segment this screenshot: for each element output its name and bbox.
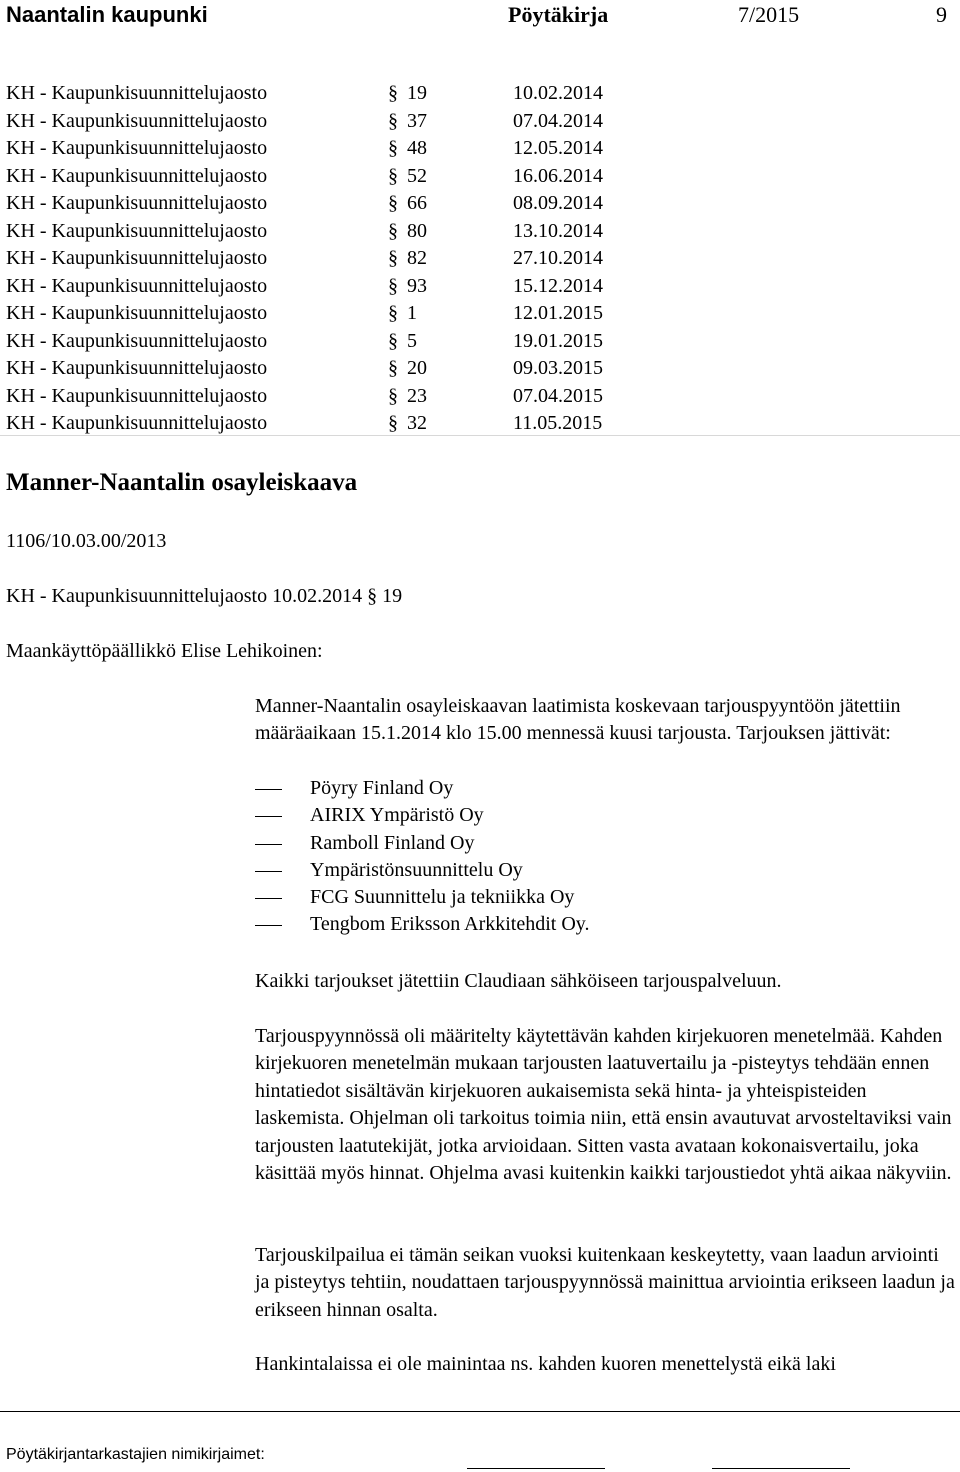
meeting-date: 07.04.2014 <box>513 109 603 132</box>
paragraph: Kaikki tarjoukset jätettiin Claudiaan sähköiseen tarjouspalveluun. <box>255 970 782 992</box>
dash-bullet-icon <box>255 871 282 872</box>
dash-bullet-icon <box>255 898 282 899</box>
meeting-date: 09.03.2015 <box>513 357 603 379</box>
section-sign: § <box>388 247 398 269</box>
meeting-row <box>6 80 706 107</box>
section-number: 5 <box>407 329 417 352</box>
section-number: 48 <box>407 137 427 159</box>
footer-divider <box>0 1411 960 1412</box>
meeting-body: KH - Kaupunkisuunnittelujaosto <box>6 137 268 159</box>
section-number: 1 <box>407 302 417 324</box>
bidder-name: AIRIX Ympäristö Oy <box>310 804 484 827</box>
section-number: 66 <box>407 192 427 214</box>
section-number: 19 <box>407 82 427 104</box>
city-name: Naantalin kaupunki <box>6 2 208 27</box>
meeting-row <box>6 190 706 217</box>
meeting-date: 08.09.2014 <box>513 192 603 214</box>
section-sign: § <box>388 329 398 352</box>
section-sign: § <box>388 357 398 379</box>
dash-bullet-icon <box>255 789 282 790</box>
meeting-row <box>6 355 706 382</box>
bidder-name: FCG Suunnittelu ja tekniikka Oy <box>310 886 575 909</box>
document-type: Pöytäkirja <box>508 2 609 27</box>
meeting-date: 15.12.2014 <box>513 274 603 297</box>
signature-line <box>712 1468 850 1469</box>
bidder-name: Pöyry Finland Oy <box>310 777 454 799</box>
meeting-date: 27.10.2014 <box>513 247 603 269</box>
meeting-date: 07.04.2015 <box>513 384 603 407</box>
section-number: 52 <box>407 164 427 187</box>
section-number: 20 <box>407 357 427 379</box>
footer-label: Pöytäkirjantarkastajien nimikirjaimet: <box>6 1446 265 1463</box>
meeting-body: KH - Kaupunkisuunnittelujaosto <box>6 164 268 187</box>
section-heading: Manner-Naantalin osayleiskaava <box>6 469 358 496</box>
record-id: 1106/10.03.00/2013 <box>6 530 167 552</box>
meeting-date: 16.06.2014 <box>513 164 603 187</box>
document-number: 7/2015 <box>738 2 800 27</box>
dash-bullet-icon <box>255 844 282 845</box>
meeting-body: KH - Kaupunkisuunnittelujaosto <box>6 412 268 434</box>
dash-bullet-icon <box>255 925 282 926</box>
meeting-body: KH - Kaupunkisuunnittelujaosto <box>6 357 268 379</box>
section-number: 23 <box>407 384 427 407</box>
paragraph: Hankintalaissa ei ole mainintaa ns. kahden kuoren menettelystä eikä laki <box>255 1353 836 1375</box>
meeting-body: KH - Kaupunkisuunnittelujaosto <box>6 82 268 104</box>
divider <box>0 435 960 436</box>
meeting-row <box>6 135 706 162</box>
bidder-name: Tengbom Eriksson Arkkitehdit Oy. <box>310 913 590 936</box>
meeting-reference: KH - Kaupunkisuunnittelujaosto 10.02.2014 § 19 <box>6 585 403 607</box>
meeting-body: KH - Kaupunkisuunnittelujaosto <box>6 329 268 352</box>
meeting-date: 19.01.2015 <box>513 329 603 352</box>
section-sign: § <box>388 137 398 159</box>
meeting-row <box>6 163 706 190</box>
section-sign: § <box>388 384 398 407</box>
section-sign: § <box>388 82 398 104</box>
presenter: Maankäyttöpäällikkö Elise Lehikoinen: <box>6 640 323 662</box>
section-sign: § <box>388 412 398 434</box>
intro-paragraph: Manner-Naantalin osayleiskaavan laatimista koskevaan tarjouspyyntöön jätettiin määräaikaan 15.1.2014 klo 15.00 mennessä kuusi tarjousta. Tarjouksen jättivät: <box>255 695 901 745</box>
meeting-body: KH - Kaupunkisuunnittelujaosto <box>6 192 268 214</box>
meeting-date: 13.10.2014 <box>513 219 603 242</box>
meeting-date: 12.05.2014 <box>513 137 603 159</box>
meeting-body: KH - Kaupunkisuunnittelujaosto <box>6 219 268 242</box>
page-number: 9 <box>936 2 947 27</box>
section-sign: § <box>388 219 398 242</box>
meeting-date: 12.01.2015 <box>513 302 603 324</box>
bidder-name: Ympäristönsuunnittelu Oy <box>310 858 523 881</box>
meeting-row <box>6 108 706 135</box>
meeting-row <box>6 328 706 355</box>
section-number: 93 <box>407 274 427 297</box>
paragraph: Tarjouspyynnössä oli määritelty käytettävän kahden kirjekuoren menetelmää. Kahden kirjekuoren menetelmän mukaan tarjousten laatuvertailu ja -pisteytys tehdään ennen hintatiedot sisältävän kirjekuoren aukaisemista sekä hinta- ja yhteispisteiden laskemista. Ohjelman oli tarkoitus toimia niin, että ensin avautuvat arvosteltaviksi vain tarjousten laatutekijät, jotka arvioidaan. Sitten vasta avataan kokonaisvertailu, joka käsittää myös hinnat. Ohjelma avasi kuitenkin kaikki tarjoustiedot yhtä aikaa näkyviin. <box>255 1025 952 1185</box>
meeting-row <box>6 300 706 327</box>
meeting-row <box>6 245 706 272</box>
meeting-body: KH - Kaupunkisuunnittelujaosto <box>6 274 268 297</box>
bidder-name: Ramboll Finland Oy <box>310 831 475 854</box>
meeting-body: KH - Kaupunkisuunnittelujaosto <box>6 247 268 269</box>
meeting-row <box>6 218 706 245</box>
meeting-date: 10.02.2014 <box>513 82 603 104</box>
meeting-body: KH - Kaupunkisuunnittelujaosto <box>6 302 268 324</box>
section-sign: § <box>388 274 398 297</box>
meeting-body: KH - Kaupunkisuunnittelujaosto <box>6 109 268 132</box>
section-number: 32 <box>407 412 427 434</box>
section-sign: § <box>388 109 398 132</box>
meeting-body: KH - Kaupunkisuunnittelujaosto <box>6 384 268 407</box>
section-number: 37 <box>407 109 427 132</box>
paragraph: Tarjouskilpailua ei tämän seikan vuoksi kuitenkaan keskeytetty, vaan laadun arviointi ja pisteytys tehtiin, noudattaen tarjouspyynnössä mainittua arviointia erikseen laadun ja erikseen hinnan osalta. <box>255 1244 955 1321</box>
section-sign: § <box>388 302 398 324</box>
section-sign: § <box>388 164 398 187</box>
dash-bullet-icon <box>255 816 282 817</box>
meeting-row <box>6 383 706 410</box>
section-number: 80 <box>407 219 427 242</box>
signature-line <box>467 1468 605 1469</box>
meeting-row <box>6 410 706 437</box>
section-number: 82 <box>407 247 427 269</box>
section-sign: § <box>388 192 398 214</box>
meeting-row <box>6 273 706 300</box>
meeting-date: 11.05.2015 <box>513 412 603 434</box>
